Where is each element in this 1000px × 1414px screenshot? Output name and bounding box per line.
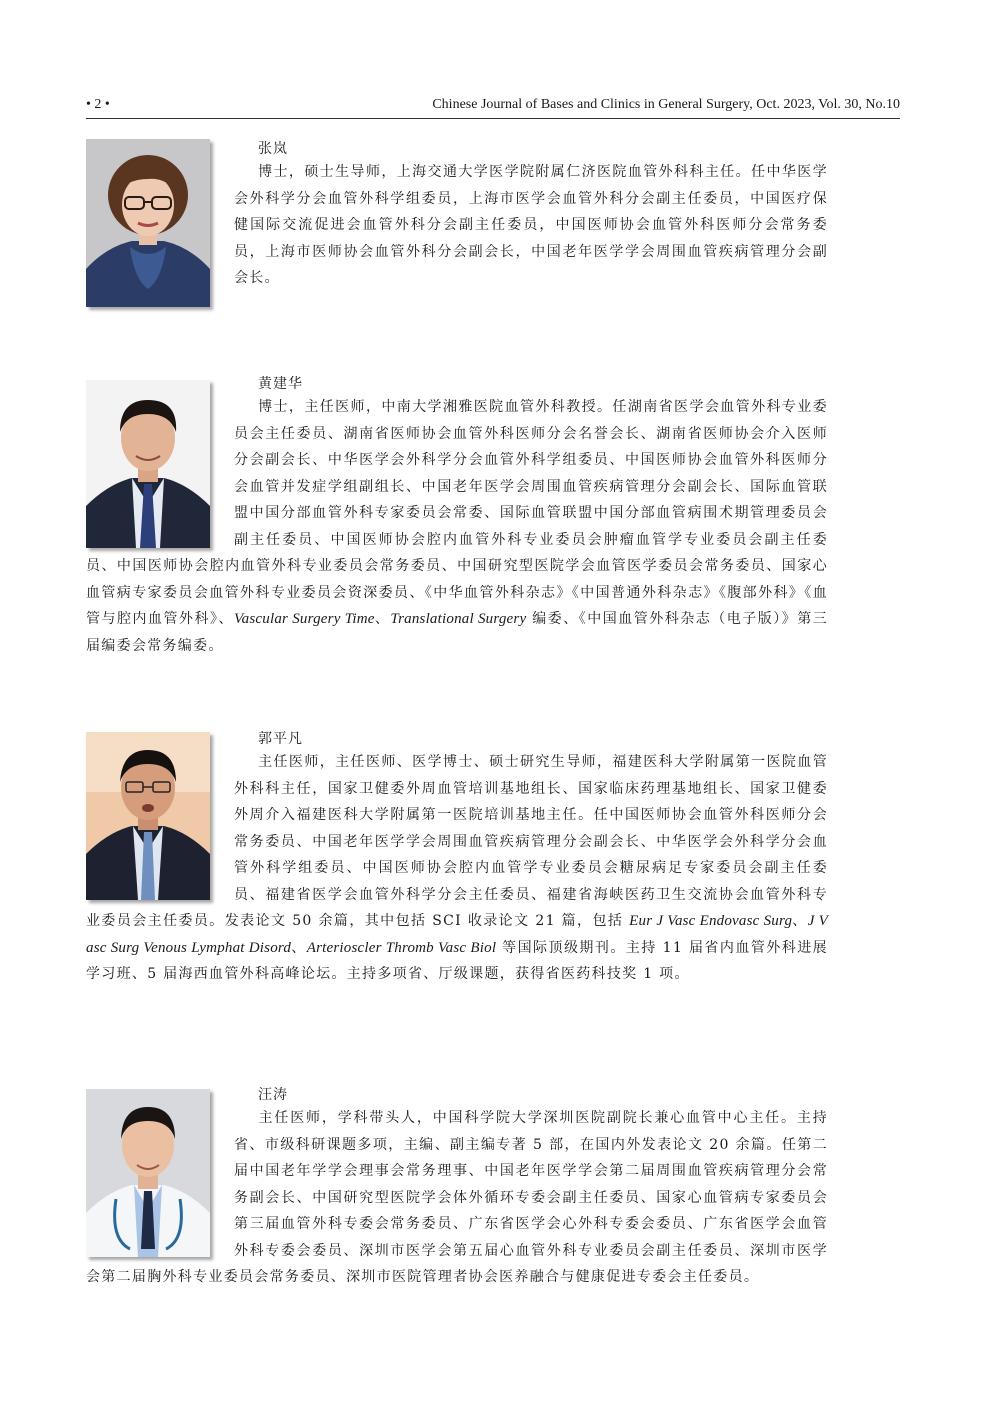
running-header	[86, 96, 900, 119]
bio-name: 黄建华	[258, 376, 303, 392]
bio-text: 主任医师，学科带头人，中国科学院大学深圳医院副院长兼心血管中心主任。主持省、市级科研课题多项，主编、副主编专著 5 部，在国内外发表论文 20 余篇。任第二届中国老年学学会理事会常务理事、中国老年医学学会第二届周围血管疾病管理分会常务副会长、中国研究型医院学会体外循环专委会副主任委员、国家心血管病专家委员会第三届血管外科专委会常务委员、广东省医学会心外科专委会委员、广东省医学会血管外科专委会委员、深圳市医学会第五届心血管外科专业委员会副主任委员、深圳市医学会第二届胸外科专业委员会常务委员、深圳市医院管理者协会医养融合与健康促进专委会主任委员。	[86, 1110, 828, 1285]
bio-name: 张岚	[258, 141, 288, 157]
bio-name: 郭平凡	[258, 731, 303, 747]
bio-name: 汪涛	[258, 1087, 288, 1103]
bio-text: 博士，主任医师，中南大学湘雅医院血管外科教授。任湖南省医学会血管外科专业委员会主任委员、湖南省医师协会血管外科医师分会名誉会长、湖南省医师协会介入医师分会副会长、中华医学会外科学分会血管外科学组委员、中国医师协会血管外科医师分会血管并发症学组副组长、中国老年医学会周围血管疾病管理分会副会长、国际血管联盟中国分部血管外科专家委员会常委、国际血管联盟中国分部血管病围术期管理委员会副主任委员、中国医师协会腔内血管外科专业委员会肿瘤血管学专业委员会副主任委员、中国医师协会腔内血管外科专业委员会常务委员、中国研究型医院学会血管医学委员会常务委员、国家心血管病专家委员会血管外科专业委员会资深委员、《中华血管外科杂志》《中国普通外科杂志》《腹部外科》《血管与腔内血管外科》、Vascular Surgery Time、Translational Surgery 编委、《中国血管外科杂志（电子版）》第三届编委会常务编委。	[86, 399, 829, 654]
bio-text: 主任医师，主任医师、医学博士、硕士研究生导师，福建医科大学附属第一医院血管外科科主任，国家卫健委外周血管培训基地组长、国家临床药理基地组长、国家卫健委外周介入福建医科大学附属第一医院培训基地主任。任中国医师协会血管外科医师分会常务委员、中国老年医学学会周围血管疾病管理分会副会长、中华医学会外科学分会血管外科学组委员、中国医师协会腔内血管学专业委员会糖尿病足专家委员会副主任委员、福建省医学会血管外科学分会主任委员、福建省海峡医药卫生交流协会血管外科专业委员会主任委员。发表论文 50 余篇，其中包括 SCI 收录论文 21 篇，包括 Eur J Vasc Endovasc Surg、J Vasc Surg Venous Lymphat Disord、Arterioscler Thromb Vasc Biol 等国际顶级期刊。主持 11 届省内血管外科进展学习班、5 届海西血管外科高峰论坛。主持多项省、厅级课题，获得省医药科技奖 1 项。	[86, 754, 828, 982]
portrait-woman-glasses	[86, 139, 210, 307]
portrait-photo	[86, 139, 210, 307]
bio-text: 博士，硕士生导师，上海交通大学医学院附属仁济医院血管外科科主任。任中华医学会外科学分会血管外科学组委员，上海市医学会血管外科分会副主任委员，中国医疗保健国际交流促进会血管外科分会副主任委员，中国医师协会血管外科医师分会常务委员，上海市医师协会血管外科分会副会长，中国老年医学学会周围血管疾病管理分会副会长。	[234, 164, 828, 286]
page-number: • 2 •	[86, 97, 110, 112]
journal-citation: Chinese Journal of Bases and Clinics in General Surgery, Oct. 2023, Vol. 30, No.10	[432, 97, 900, 112]
